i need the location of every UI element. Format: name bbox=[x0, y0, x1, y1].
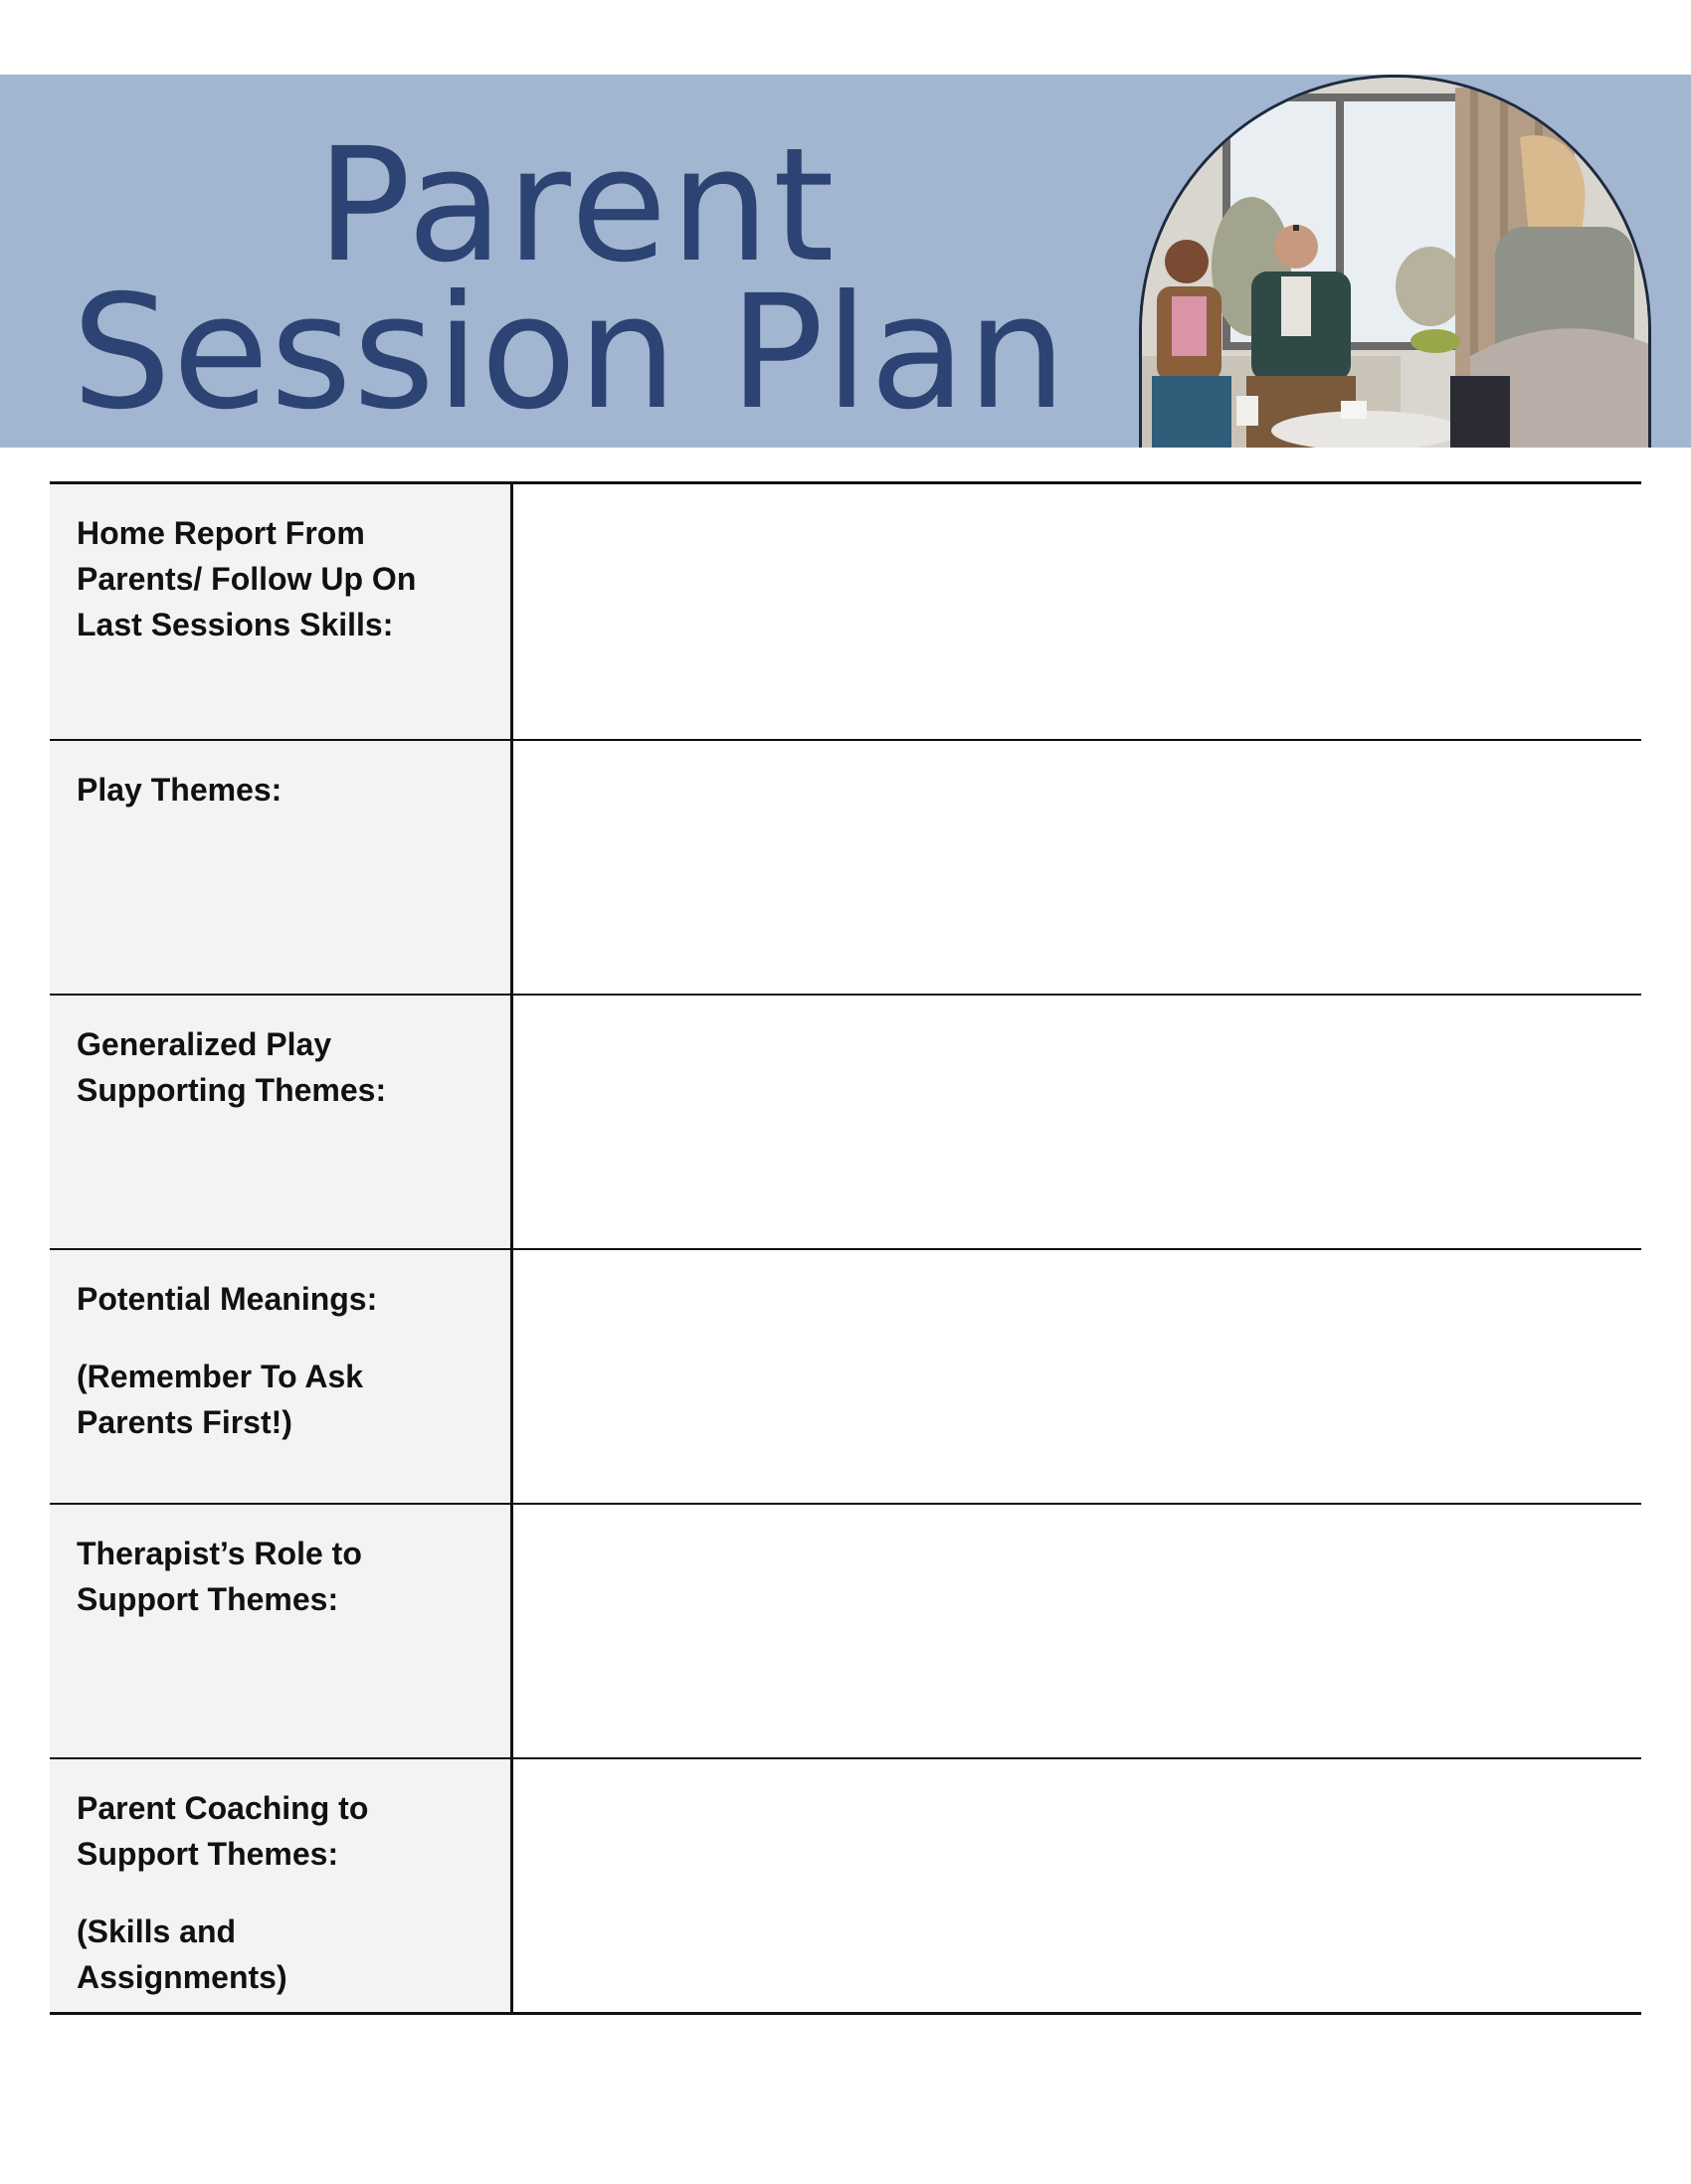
row-label: Therapist’s Role to Support Themes: bbox=[77, 1536, 362, 1617]
row-label: Home Report From Parents/ Follow Up On Last Sessions Skills: bbox=[77, 515, 417, 642]
table-row bbox=[50, 1757, 1641, 2012]
row-label: Potential Meanings: bbox=[77, 1281, 378, 1317]
row-label: Play Themes: bbox=[77, 772, 282, 808]
page-title-line-1: Parent bbox=[316, 114, 838, 297]
table-row bbox=[50, 1503, 1641, 1757]
row-label-cell bbox=[50, 1759, 513, 2012]
row-label-cell bbox=[50, 996, 513, 1248]
row-label-cell bbox=[50, 484, 513, 739]
table-row bbox=[50, 484, 1641, 739]
table-row bbox=[50, 739, 1641, 994]
parent-coaching-answer-field[interactable] bbox=[513, 1759, 1641, 2012]
session-plan-table bbox=[50, 481, 1641, 2015]
row-label-cell bbox=[50, 1505, 513, 1757]
row-label-cell bbox=[50, 741, 513, 994]
home-report-answer-field[interactable] bbox=[513, 484, 1641, 739]
row-note: (Remember To Ask Parents First!) bbox=[77, 1359, 364, 1440]
page-title-line-2: Session Plan bbox=[72, 262, 1068, 445]
generalized-play-answer-field[interactable] bbox=[513, 996, 1641, 1248]
table-row bbox=[50, 1248, 1641, 1503]
table-row bbox=[50, 994, 1641, 1248]
row-label: Generalized Play Supporting Themes: bbox=[77, 1026, 387, 1108]
therapist-role-answer-field[interactable] bbox=[513, 1505, 1641, 1757]
row-label-cell bbox=[50, 1250, 513, 1503]
row-note: (Skills and Assignments) bbox=[77, 1913, 287, 1995]
play-themes-answer-field[interactable] bbox=[513, 741, 1641, 994]
row-label: Parent Coaching to Support Themes: bbox=[77, 1790, 369, 1872]
potential-meanings-answer-field[interactable] bbox=[513, 1250, 1641, 1503]
